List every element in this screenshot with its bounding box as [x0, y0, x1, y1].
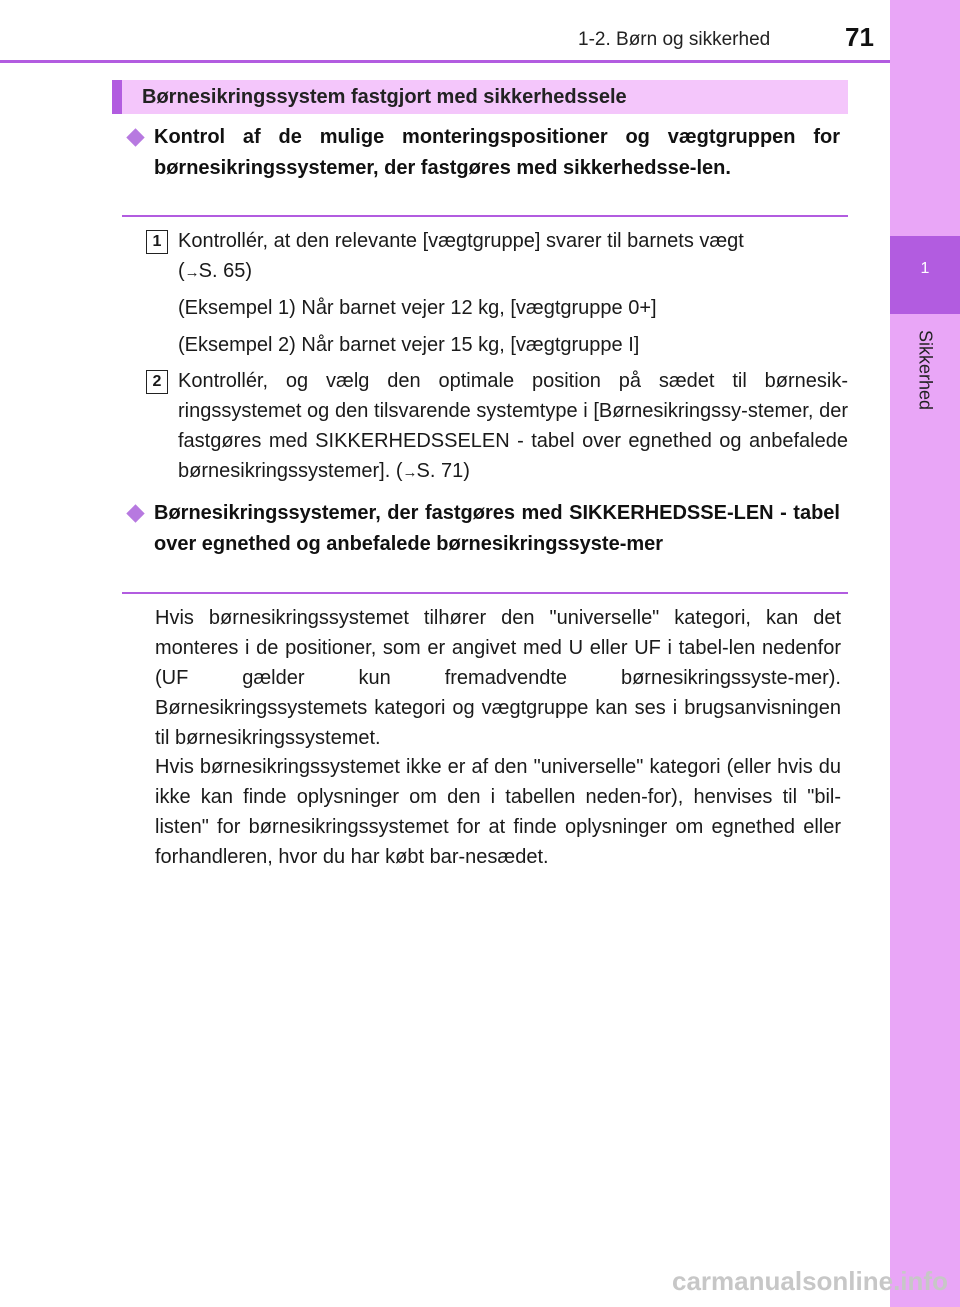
- chapter-side-tab: [890, 0, 960, 1307]
- subheading-text: Børnesikringssystemer, der fastgøres med SIKKERHEDSSE-LEN - tabel over egnethed og anbefalede børnesikringssyste-mer: [154, 502, 840, 555]
- step-text: [178, 226, 848, 288]
- page-reference-text: S. 71): [416, 460, 470, 482]
- page-reference: (→S. 65): [178, 260, 253, 282]
- example-1: (Eksempel 1) Når barnet vejer 12 kg, [vægtgruppe 0+]: [178, 297, 657, 319]
- subheading-text: Kontrol af de mulige monteringspositioner og vægtgruppen for børnesikringssystemer, der fastgøres med sikkerhedsse-len.: [154, 126, 840, 179]
- header-divider: [0, 60, 890, 63]
- subheading-suitability-table: [122, 498, 848, 560]
- section-title: Børnesikringssystem fastgjort med sikkerhedssele: [112, 80, 848, 114]
- diamond-bullet-icon: [126, 504, 144, 522]
- chapter-number: 1: [890, 236, 960, 314]
- arrow-right-icon: →: [402, 464, 417, 481]
- page-number: 71: [845, 22, 874, 52]
- step-number-badge: 2: [146, 370, 168, 394]
- chapter-label: Sikkerhed: [915, 329, 936, 411]
- subheading-mounting-positions: [122, 122, 848, 184]
- paragraph-vehicle-list: Hvis børnesikringssystemet ikke er af den "universelle" kategori (eller hvis du ikke kan finde oplysninger om den i tabellen neden-for), henvises til "bil-listen" for børnesikringssystemet for at finde oplysninger om egnethed eller forhandleren, hvor du har købt bar-nesædet.: [155, 756, 841, 868]
- page-reference-text: S. 65): [198, 260, 253, 282]
- watermark-logo: carmanualsonline.info: [672, 1266, 948, 1296]
- step-text: [178, 366, 848, 488]
- step-1: [146, 226, 848, 288]
- example-2: (Eksempel 2) Når barnet vejer 15 kg, [vægtgruppe I]: [178, 334, 640, 356]
- step-number-badge: 1: [146, 230, 168, 254]
- paragraph-universal-category: Hvis børnesikringssystemet tilhører den "universelle" kategori, kan det monteres i de positioner, som er angivet med U eller UF i tabel-len nedenfor (UF gælder kun fremadvendte børnesikringssyste-mer). Børnesikringssystemets kategori og vægtgruppe kan ses i brugsanvisningen til børnesikringssystemet.: [155, 607, 841, 749]
- subheading-rule: [122, 215, 848, 217]
- step-1-text: Kontrollér, at den relevante [vægtgruppe] svarer til barnets vægt: [178, 230, 744, 252]
- diamond-bullet-icon: [126, 128, 144, 146]
- arrow-right-icon: →: [184, 264, 199, 281]
- subheading-rule: [122, 592, 848, 594]
- step-2-text: Kontrollér, og vælg den optimale position på sædet til børnesik-ringssystemet og den tilsvarende systemtype i [Børnesikringssy-stemer, der fastgøres med SIKKERHEDSSELEN - tabel over egnethed og anbefalede børnesikringssystemer]. (: [178, 370, 848, 482]
- step-2: [146, 366, 848, 488]
- running-header: 1-2. Børn og sikkerhed: [578, 29, 771, 50]
